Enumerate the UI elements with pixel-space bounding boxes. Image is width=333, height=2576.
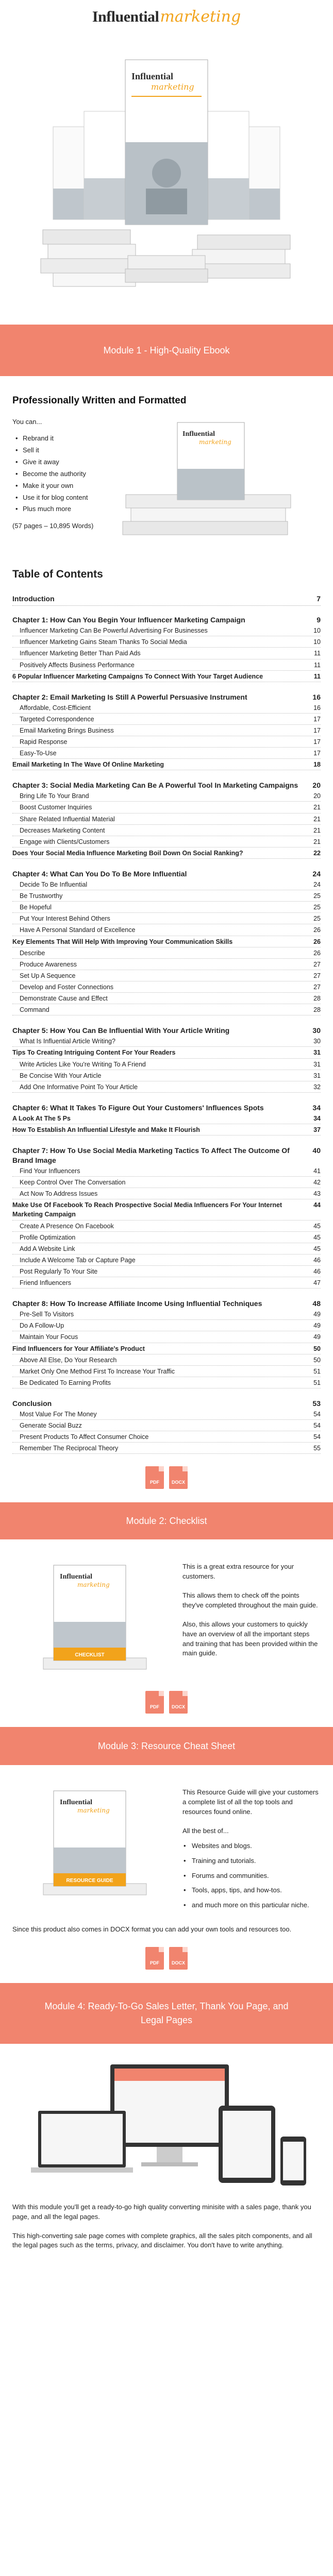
you-can-list [12,417,115,546]
docx-file-icon: DOCX [169,1466,188,1489]
you-can-intro: You can... [12,417,42,426]
toc-item-page: 54 [313,1433,321,1441]
toc-item [12,836,321,848]
toc-item [12,981,321,993]
toc-item-label: Email Marketing Brings Business [20,726,114,734]
toc-chapter-label: Chapter 3: Social Media Marketing Can Be A Powerful Tool In Marketing Campaigns [12,781,298,790]
toc-item-label: Profile Optimization [20,1233,76,1241]
toc-item [12,1320,321,1331]
toc-chapter-page: 30 [312,1026,321,1035]
pdf-file-icon: PDF [145,1947,164,1970]
toc-item [12,714,321,725]
toc-item-label: Present Products To Affect Consumer Choice [20,1433,149,1441]
checklist-section [12,1560,321,1679]
toc-item-label: Keep Control Over The Conversation [20,1179,126,1187]
toc-item-label: Rapid Response [20,738,68,746]
toc-item-page: 41 [313,1167,321,1175]
toc-item [12,636,321,648]
toc-item-label: Generate Social Buzz [20,1422,82,1430]
toc-item-label: Find Influencers for Your Affiliate's Product [12,1345,145,1352]
toc-item-page: 17 [313,738,321,746]
you-can-items [12,434,115,514]
toc-item [12,625,321,636]
toc-chapter-label: Chapter 8: How To Increase Affiliate Income Using Influential Techniques [12,1299,262,1308]
toc-item-label: Be Concise With Your Article [20,1072,102,1079]
toc-item-label: Pre-Sell To Visitors [20,1311,74,1318]
toc-item [12,1309,321,1320]
toc-item-label: Describe [20,949,45,957]
ebook-stack-image [115,417,321,546]
toc-item-label: Email Marketing In The Wave Of Online Marketing [12,761,164,769]
toc-item-label: A Look At The 5 Ps [12,1114,71,1122]
toc-item-page: 47 [313,1279,321,1287]
toc-chapter-label: Chapter 1: How Can You Begin Your Influencer Marketing Campaign [12,616,245,624]
hero-bundle-image [0,34,333,312]
toc-chapter [12,1026,321,1093]
list-item: • Tools, apps, tips, and how-tos. [182,1886,321,1895]
list-item: • Plus much more [12,504,115,514]
toc-item-page: 31 [313,1049,321,1057]
toc-chapter-label: Chapter 5: How You Can Be Influential With Your Article Writing [12,1026,230,1035]
toc-item [12,970,321,981]
resource-list-intro: All the best of... [182,1826,229,1835]
toc-item [12,1232,321,1243]
toc-chapter [12,1146,321,1289]
module1-banner: Module 1 - High-Quality Ebook [0,325,333,376]
module4-para-1: With this module you'll get a ready-to-go high quality converting minisite with a sales page, thank you page, and all the legal pages. [12,2202,311,2221]
toc-item [12,725,321,736]
module2-file-formats [12,1691,321,1714]
toc-item-page: 10 [313,627,321,635]
resource-note: Since this product also comes in DOCX format you can add your own tools and resources too. [12,1925,292,1934]
toc-item-page: 25 [313,904,321,911]
docx-file-icon: DOCX [169,1691,188,1714]
toc-item-label: Do A Follow-Up [20,1322,64,1330]
toc-item-label: Decreases Marketing Content [20,826,105,834]
toc-item-label: Boost Customer Inquiries [20,804,92,811]
checklist-description [182,1560,321,1679]
toc-item-label: Have A Personal Standard of Excellence [20,926,136,934]
toc-item-label: Find Your Influencers [20,1167,80,1175]
toc-item [12,825,321,836]
toc-item-label: Maintain Your Focus [20,1333,78,1341]
toc-item [12,1331,321,1343]
toc-item-label: Does Your Social Media Influence Marketing Boil Down On Social Ranking? [12,849,243,857]
toc-item [12,1366,321,1377]
toc-chapter [12,1299,321,1388]
module3-banner: Module 3: Resource Cheat Sheet [0,1727,333,1765]
resource-cover-title-b: marketing [77,1807,110,1815]
checklist-para-3: Also, this allows your customers to quickly have an overview of all the important steps and training that has been provided within the main guide. [182,1620,318,1657]
toc-item-page: 21 [313,804,321,811]
toc-item-page: 30 [313,1038,321,1045]
toc-item-label: Be Hopeful [20,904,52,911]
toc-item-page: 26 [313,949,321,957]
resource-cover-label: RESOURCE GUIDE [66,1878,113,1884]
toc-item-label: Affordable, Cost-Efficient [20,704,91,711]
toc-item-page: 45 [313,1245,321,1252]
toc-item-page: 10 [313,638,321,646]
toc-item [12,1343,321,1354]
toc-item-label: Act Now To Address Issues [20,1190,98,1198]
toc-item-page: 50 [313,1345,321,1352]
toc-item-label: Influencer Marketing Can Be Powerful Advertising For Businesses [20,627,208,635]
checklist-para-2: This allows them to check off the points they've completed throughout the main guide. [182,1591,318,1609]
toc-item [12,1277,321,1289]
toc-item-page: 46 [313,1256,321,1264]
toc-item-label: Targeted Correspondence [20,715,94,723]
toc-chapter-label: Chapter 4: What Can You Do To Be More Influential [12,870,187,878]
toc-item-page: 28 [313,995,321,1003]
toc-item-page: 45 [313,1222,321,1230]
toc-item-page: 25 [313,892,321,900]
book-bundle-illustration [22,39,311,307]
toc-item-page: 22 [313,849,321,857]
toc-item-page: 21 [313,826,321,834]
list-item: • Use it for blog content [12,493,115,503]
toc-item-label: Easy-To-Use [20,750,57,757]
checklist-para-1: This is a great extra resource for your customers. [182,1563,294,1581]
toc-chapter-page: 40 [312,1146,321,1155]
module2-banner: Module 2: Checklist [0,1502,333,1539]
toc-item-page: 45 [313,1233,321,1241]
toc-item [12,1377,321,1388]
toc-chapter-page: 9 [317,616,321,624]
toc-chapter-title [12,1026,321,1036]
toc-item-label: Above All Else, Do Your Research [20,1356,117,1364]
toc-item-page: 16 [313,704,321,711]
toc-item-page: 11 [314,650,321,657]
toc-item-page: 17 [313,726,321,734]
toc-chapter-title [12,1103,321,1113]
toc-item-page: 55 [313,1445,321,1452]
toc-item-label: Create A Presence On Facebook [20,1222,114,1230]
toc-chapter-title [12,615,321,625]
checklist-cover-image [12,1560,182,1679]
toc-item-page: 54 [313,1410,321,1418]
pdf-file-icon: PDF [145,1691,164,1714]
module1-heading: Professionally Written and Formatted [12,395,187,406]
toc-chapter-page: 34 [312,1103,321,1112]
ebook-stack-illustration [115,417,301,546]
toc-chapter [12,615,321,682]
toc-chapter-title [12,781,321,790]
toc-chapter [12,1399,321,1454]
toc-item-page: 49 [313,1322,321,1330]
toc-chapter [12,869,321,1015]
toc-item [12,913,321,924]
toc-item [12,702,321,714]
module4-para-2: This high-converting sale page comes with complete graphics, all the sales pitch components, and all the legal pages such as the terms, privacy, and disclaimer. You don't have to write anything. [12,2231,312,2249]
toc-item-label: Most Value For The Money [20,1410,97,1418]
list-item: • Websites and blogs. [182,1841,321,1851]
device-mockups-illustration [12,2059,321,2193]
main-ebook-cover-icon [125,60,208,225]
toc-item-page: 17 [313,750,321,757]
toc-item [12,1255,321,1266]
book-stack-left-icon [41,230,136,286]
toc-chapter [12,1103,321,1136]
toc-item [12,1059,321,1070]
list-item: • Training and tutorials. [182,1856,321,1866]
toc-item [12,814,321,825]
toc-item-label: Add A Website Link [20,1245,75,1252]
toc-item-label: Decide To Be Influential [20,880,88,888]
toc-item-page: 27 [313,984,321,991]
toc-item [12,936,321,947]
header-logo [0,0,333,34]
toc-item [12,890,321,902]
toc-item [12,947,321,959]
module1-file-formats [12,1466,321,1489]
resource-cover-illustration [12,1786,167,1904]
ebook-section [12,417,321,546]
toc-item-label: Develop and Foster Connections [20,984,114,991]
toc-chapter [12,781,321,859]
toc-chapter-title [12,1146,321,1165]
toc-item [12,1354,321,1366]
toc-item [12,879,321,890]
toc-item [12,1243,321,1255]
resource-section [12,1786,321,1916]
toc-item-label: Be Trustworthy [20,892,63,900]
toc-item-page: 24 [313,880,321,888]
toc-item-label: How To Establish An Influential Lifestyle and Make It Flourish [12,1126,200,1133]
toc-chapter-page: 24 [312,870,321,878]
toc-item-label: What Is Influential Article Writing? [20,1038,115,1045]
pdf-file-icon: PDF [145,1466,164,1489]
toc-item-page: 31 [313,1072,321,1079]
toc-chapters [12,615,321,1454]
toc-item-page: 42 [313,1179,321,1187]
toc-item [12,790,321,802]
toc-item-label: Engage with Clients/Customers [20,838,110,845]
list-item: • Give it away [12,457,115,467]
resource-cover-title-a: Influential [60,1799,93,1807]
list-item: • Sell it [12,446,115,455]
toc-item [12,1266,321,1277]
cover-title-a: Influential [131,71,174,81]
toc-item-page: 50 [313,1356,321,1364]
laptop-icon [31,2111,133,2173]
toc-item-page: 21 [313,815,321,823]
toc-item [12,1124,321,1136]
toc-item [12,1113,321,1124]
toc-item-page: 49 [313,1311,321,1318]
list-item: • Make it your own [12,481,115,491]
toc-item-label: Produce Awareness [20,960,77,968]
toc-item [12,1409,321,1420]
toc-chapter-title [12,1299,321,1309]
resource-list [182,1841,321,1910]
toc-item-label: Include A Welcome Tab or Capture Page [20,1256,136,1264]
toc-item-label: Post Regularly To Your Site [20,1268,98,1276]
toc-chapter-page: 20 [312,781,321,790]
toc-item-page: 49 [313,1333,321,1341]
toc-item [12,748,321,759]
resource-intro: This Resource Guide will give your customers a complete list of all the top tools and resources found online. [182,1788,319,1816]
toc-item [12,1221,321,1232]
ebook-cover-title-a: Influential [182,430,215,438]
toc-item [12,1443,321,1454]
toc-item [12,1431,321,1443]
pages-note: (57 pages – 10,895 Words) [12,522,94,530]
toc-item-page: 31 [313,1060,321,1068]
toc-item-label: 6 Popular Influencer Marketing Campaigns To Connect With Your Target Audience [12,672,263,680]
toc-item-label: Share Related Influential Material [20,815,115,823]
toc-item-page: 37 [313,1126,321,1133]
toc-item-page: 17 [313,715,321,723]
toc-item [12,902,321,913]
toc-item [12,1420,321,1431]
toc-chapter-page: 16 [312,692,321,701]
toc-item-label: Make Use Of Facebook To Reach Prospective Social Media Influencers For Your Internet Marketing Campaign [12,1201,282,1218]
list-item: • and much more on this particular niche. [182,1901,321,1910]
toc-item-label: Key Elements That Will Help With Improving Your Communication Skills [12,938,233,945]
toc-item-label: Command [20,1006,49,1014]
list-item: • Become the authority [12,469,115,479]
toc-item [12,759,321,770]
toc-item [12,848,321,859]
toc-item [12,993,321,1004]
toc-intro-page: 7 [317,594,321,603]
toc-item-page: 18 [313,761,321,769]
toc-item-page: 32 [313,1083,321,1091]
checklist-cover-title-a: Influential [60,1573,93,1581]
toc-item [12,1036,321,1047]
toc-intro-label: Introduction [12,594,55,603]
toc-item [12,802,321,813]
monitor-icon [110,2064,229,2166]
book-stack-center-icon [125,256,208,282]
module3-file-formats [12,1947,321,1970]
toc-chapter-title [12,692,321,702]
toc-item-label: Set Up A Sequence [20,972,76,979]
list-item: • Forums and communities. [182,1871,321,1881]
toc-item [12,1047,321,1058]
resource-description [182,1786,321,1916]
toc-chapter-label: Chapter 6: What It Takes To Figure Out Your Customers' Influences Spots [12,1103,264,1112]
toc-item-label: Market Only One Method First To Increase Your Traffic [20,1367,175,1375]
toc-item-page: 44 [313,1201,321,1209]
checklist-cover-label: CHECKLIST [75,1652,105,1658]
toc-chapter-page: 48 [312,1299,321,1308]
toc-item-page: 20 [313,792,321,800]
toc-item [12,648,321,659]
toc-item-label: Influencer Marketing Gains Steam Thanks To Social Media [20,638,187,646]
toc-item [12,1165,321,1177]
toc-item-page: 21 [313,838,321,845]
toc-item [12,736,321,748]
toc-item-page: 11 [313,672,321,680]
toc-item-label: Influencer Marketing Better Than Paid Ads [20,650,141,657]
resource-cover-image [12,1786,182,1904]
toc-item-label: Bring Life To Your Brand [20,792,89,800]
checklist-cover-title-b: marketing [77,1581,110,1589]
toc-item-page: 25 [313,915,321,923]
checklist-cover-illustration [12,1560,167,1679]
toc-item-label: Put Your Interest Behind Others [20,915,110,923]
logo-text-marketing: marketing [160,8,241,26]
toc-item-label: Tips To Creating Intriguing Content For Your Readers [12,1049,176,1057]
toc-chapter-title [12,869,321,879]
toc-chapter-label: Conclusion [12,1399,52,1408]
module4-banner: Module 4: Ready-To-Go Sales Letter, Thank You Page, and Legal Pages [0,1983,333,2044]
logo-text-influential: Influential [92,8,159,26]
toc-item [12,1199,321,1220]
toc-item-page: 28 [313,1006,321,1014]
docx-file-icon: DOCX [169,1947,188,1970]
ebook-cover-title-b: marketing [199,438,231,446]
toc-item-page: 26 [313,938,321,945]
phone-icon [280,2137,306,2185]
toc-item-page: 26 [313,926,321,934]
toc-item-page: 27 [313,960,321,968]
toc-item-label: Positively Affects Business Performance [20,661,135,669]
toc-item [12,1188,321,1199]
toc-item [12,924,321,936]
toc-item-label: Friend Influencers [20,1279,72,1287]
toc-item-page: 51 [313,1379,321,1386]
toc-item [12,1004,321,1015]
toc-item-label: Add One Informative Point To Your Article [20,1083,138,1091]
device-mockups-image [12,2059,321,2193]
toc-item [12,659,321,671]
toc-chapter-label: Chapter 7: How To Use Social Media Marketing Tactics To Affect The Outcome Of Brand Image [12,1146,290,1165]
toc-item [12,959,321,970]
toc-item-label: Remember The Reciprocal Theory [20,1445,119,1452]
toc-chapter [12,692,321,771]
toc-item-page: 54 [313,1422,321,1430]
toc-item [12,1177,321,1188]
toc-intro [12,594,321,606]
toc-item-page: 34 [313,1114,321,1122]
toc-chapter-title [12,1399,321,1409]
toc-item [12,671,321,682]
toc-item-label: Be Dedicated To Earning Profits [20,1379,111,1386]
toc-item-page: 27 [313,972,321,979]
toc-item-page: 11 [314,661,321,669]
toc-item-page: 43 [313,1190,321,1198]
toc-item-label: Write Articles Like You're Writing To A Friend [20,1060,146,1068]
toc-item-page: 46 [313,1268,321,1276]
list-item: • Rebrand it [12,434,115,444]
toc-item [12,1081,321,1093]
toc-item [12,1070,321,1081]
toc-chapter-label: Chapter 2: Email Marketing Is Still A Powerful Persuasive Instrument [12,692,247,701]
cover-title-b: marketing [151,82,194,92]
toc-item-page: 51 [313,1367,321,1375]
tablet-icon [219,2106,275,2183]
toc-chapter-page: 53 [312,1399,321,1408]
toc-title: Table of Contents [12,568,103,580]
toc-item-label: Demonstrate Cause and Effect [20,995,108,1003]
